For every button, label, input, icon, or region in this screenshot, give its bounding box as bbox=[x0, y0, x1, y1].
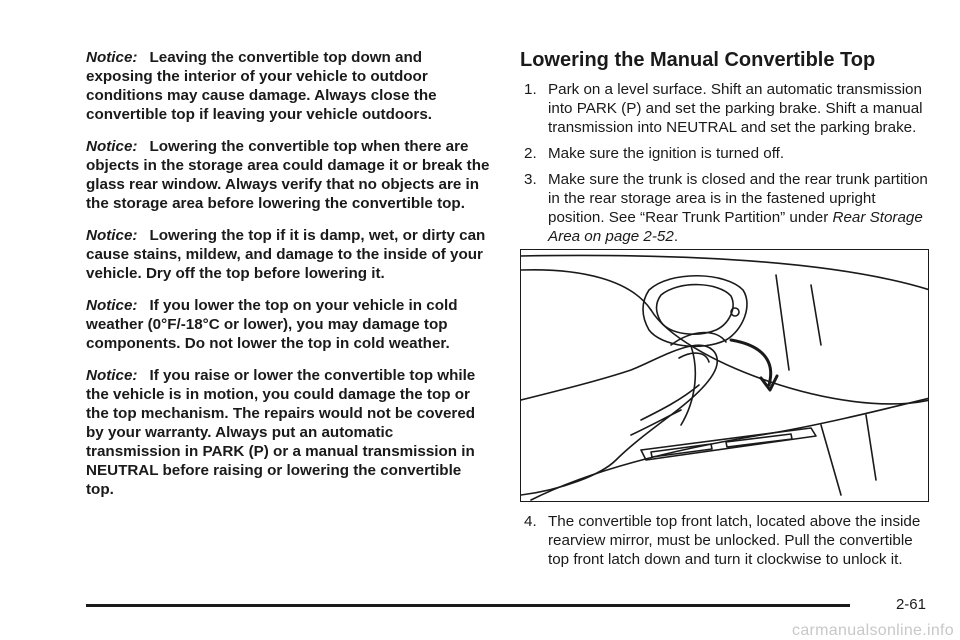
step-text: Make sure the trunk is closed and the rear trunk partition in the rear storage area is in the fastened upright position. See “Rear Trunk Partition” under bbox=[548, 171, 928, 226]
step-number: 2. bbox=[524, 145, 537, 162]
notice-2 bbox=[86, 137, 490, 213]
step-number: 1. bbox=[524, 81, 537, 98]
notice-label: Notice: bbox=[86, 227, 138, 244]
convertible-latch-illustration bbox=[520, 249, 929, 502]
notice-text: Lowering the convertible top when there are objects in the storage area could damage it or break the glass rear window. Always verify that no objects are in the storage area before lowering the convertible top. bbox=[86, 138, 490, 212]
step-number: 4. bbox=[524, 513, 537, 530]
notice-label: Notice: bbox=[86, 138, 138, 155]
step-4-container bbox=[520, 512, 930, 576]
notice-label: Notice: bbox=[86, 297, 138, 314]
notice-label: Notice: bbox=[86, 49, 138, 66]
step-text-end: . bbox=[673, 228, 679, 245]
notice-4 bbox=[86, 296, 490, 353]
notice-label: Notice: bbox=[86, 367, 138, 384]
footer-rule bbox=[86, 604, 850, 607]
notice-1 bbox=[86, 48, 490, 124]
step-number: 3. bbox=[524, 171, 537, 188]
step-3 bbox=[524, 170, 930, 246]
watermark: carmanualsonline.info bbox=[792, 622, 954, 639]
step-1 bbox=[524, 80, 930, 137]
steps-list bbox=[520, 80, 930, 246]
step-text: Make sure the ignition is turned off. bbox=[548, 145, 785, 162]
section-title: Lowering the Manual Convertible Top bbox=[520, 49, 876, 71]
cross-reference-link[interactable]: Rear Storage Area on page 2-52 bbox=[548, 209, 923, 245]
instructions-column bbox=[520, 48, 930, 253]
page-number: 2-61 bbox=[895, 596, 926, 613]
step-2 bbox=[524, 144, 930, 163]
latch-drawing bbox=[521, 250, 929, 502]
notice-text: If you raise or lower the convertible top while the vehicle is in motion, you could damage the top or the top mechanism. The repairs would not be covered by your warranty. Always put an automatic transmission in PARK (P) or a manual transmission in NEUTRAL before raising or lowering the convertible top. bbox=[86, 367, 476, 498]
step-text: The convertible top front latch, located above the inside rearview mirror, must be unlocked. Pull the convertible top front latch down and turn it clockwise to unlock it. bbox=[548, 513, 921, 568]
steps-list-continued bbox=[520, 512, 930, 569]
step-4 bbox=[524, 512, 930, 569]
notice-3 bbox=[86, 226, 490, 283]
step-text: Park on a level surface. Shift an automatic transmission into PARK (P) and set the parking brake. Shift a manual transmission into NEUTRAL and set the parking brake. bbox=[548, 81, 923, 136]
notices-column bbox=[86, 48, 490, 512]
notice-text: Leaving the convertible top down and exposing the interior of your vehicle to outdoor conditions may cause damage. Always close the convertible top if leaving your vehicle outdoors. bbox=[86, 49, 437, 123]
notice-text: Lowering the top if it is damp, wet, or dirty can cause stains, mildew, and damage to the inside of your vehicle. Dry off the top before lowering it. bbox=[86, 227, 486, 282]
notice-text: If you lower the top on your vehicle in cold weather (0°F/-18°C or lower), you may damage top components. Do not lower the top in cold weather. bbox=[86, 297, 458, 352]
notice-5 bbox=[86, 366, 490, 499]
